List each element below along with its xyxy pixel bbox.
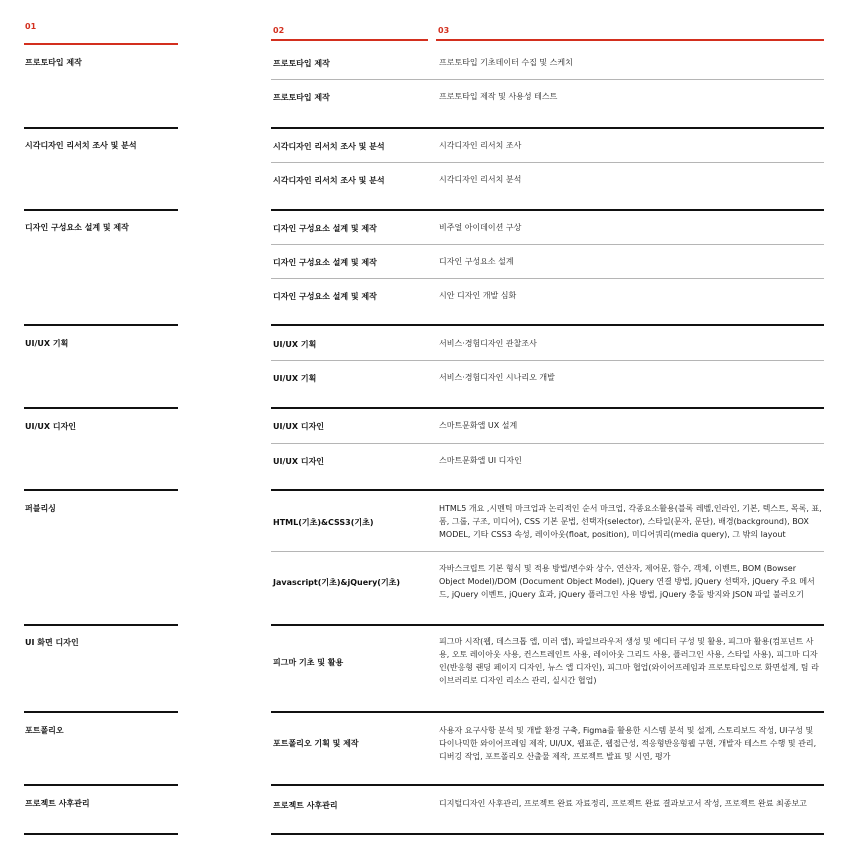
row-subject: 시각디자인 리서치 조사 및 분석 [273, 176, 385, 185]
row-detail: 비주얼 아이데이션 구상 [439, 223, 522, 232]
category-divider [24, 833, 178, 835]
row-subject: 디자인 구성요소 설계 및 제작 [273, 258, 377, 267]
row-subject: 피그마 기초 및 활용 [273, 658, 344, 667]
row-divider [271, 551, 824, 552]
column-3-header-line [436, 39, 824, 41]
category-label: UI/UX 기획 [25, 339, 69, 348]
row-subject: 프로토타입 제작 [273, 59, 330, 68]
column-1-number: 01 [25, 22, 37, 31]
category-label: 퍼블리싱 [25, 504, 56, 513]
row-divider [271, 244, 824, 245]
row-detail: 자바스크립트 기본 형식 및 적용 방법/변수와 상수, 연산자, 제어문, 함수, 객체, 이벤트, BOM (Bowser Object Model)/DOM (Document Object Model), jQuery 연결 방법, jQuery 선택자, jQuery 주요 메서드, jQuery 이벤트, jQuery 효과, jQuery 플러그인 사용 방법, jQuery 충돌 방지와 JSON 파일 불러오기 [439, 564, 815, 599]
row-subject: Javascript(기초)&jQuery(기초) [273, 578, 401, 587]
row-detail: 스마트문화앱 UI 디자인 [439, 456, 522, 465]
group-divider [271, 407, 824, 409]
row-subject: 프로토타입 제작 [273, 93, 330, 102]
category-divider [24, 784, 178, 786]
category-divider [24, 711, 178, 713]
row-subject: UI/UX 기획 [273, 340, 317, 349]
row-detail: 피그마 시작(웹, 데스크톱 앱, 미러 앱), 파일브라우저 생성 및 에디터 구성 및 활용, 피그마 활용(컴포넌트 사용, 오토 레이아웃 사용, 컨스트레인트 사용, 레이아웃 그리드 사용, 플러그인 사용, 스타일 사용), 피그마 디자인(반응형 랜딩 페이지 디자인, 뉴스 앱 디자인), 피그마 협업(와이어프레임과 프로토타입으로 화면설계, 팀 라이브러리로 디자인 리소스 관리, 실시간 협업) [439, 637, 819, 685]
row-subject: UI/UX 디자인 [273, 457, 325, 466]
group-divider [271, 711, 824, 713]
row-detail: 프로토타입 기초데이터 수집 및 스케치 [439, 58, 573, 67]
row-subject: 시각디자인 리서치 조사 및 분석 [273, 142, 385, 151]
category-divider [24, 407, 178, 409]
category-label: 포트폴리오 [25, 726, 64, 735]
row-detail: 프로토타입 제작 및 사용성 테스트 [439, 92, 558, 101]
group-divider [271, 833, 824, 835]
category-divider [24, 324, 178, 326]
group-divider [271, 624, 824, 626]
category-label: 디자인 구성요소 설계 및 제작 [25, 223, 129, 232]
row-detail: 사용자 요구사항 분석 및 개발 환경 구축, Figma를 활용한 시스템 분석 및 설계, 스토리보드 작성, UI구성 및 다이나믹한 와이어프레임 제작, UI/UX, 웹표준, 웹접근성, 적응형반응형웹 구현, 개발자 테스트 수행 및 관리, 디버깅 작업, 포트폴리오 산출물 제작, 프로젝트 발표 및 시연, 평가 [439, 726, 817, 761]
category-label: 시각디자인 리서치 조사 및 분석 [25, 141, 137, 150]
column-3-number: 03 [438, 26, 450, 35]
row-subject: UI/UX 디자인 [273, 422, 325, 431]
category-label: UI 화면 디자인 [25, 638, 79, 647]
row-divider [271, 162, 824, 163]
category-label: UI/UX 디자인 [25, 422, 77, 431]
category-label: 프로토타입 제작 [25, 58, 82, 67]
row-detail: 디지털디자인 사후관리, 프로젝트 완료 자료정리, 프로젝트 완료 결과보고서 작성, 프로젝트 완료 최종보고 [439, 799, 807, 808]
row-detail: 서비스·경험디자인 관찰조사 [439, 339, 537, 348]
row-divider [271, 79, 824, 80]
row-detail: 시각디자인 리서치 조사 [439, 141, 522, 150]
group-divider [271, 489, 824, 491]
row-detail: 서비스·경험디자인 시나리오 개발 [439, 373, 555, 382]
row-divider [271, 360, 824, 361]
row-detail: HTML5 개요 ,시멘틱 마크업과 논리적인 순서 마크업, 각종요소활용(블록 레벨,인라인, 기본, 텍스트, 목록, 표, 폼, 그룹, 구조, 미디어), CSS 기본 문법, 선택자(selector), 스타일(문자, 문단), 배경(background), BOX MODEL, 기타 CSS3 속성, 레이아웃(float, position), 미디어쿼리(media query), 그 밖의 layout [439, 504, 822, 539]
category-label: 프로젝트 사후관리 [25, 799, 90, 808]
group-divider [271, 784, 824, 786]
row-subject: 프로젝트 사후관리 [273, 801, 338, 810]
row-subject: UI/UX 기획 [273, 374, 317, 383]
column-2-header-line [271, 39, 428, 41]
row-detail: 디자인 구성요소 설계 [439, 257, 514, 266]
row-subject: 디자인 구성요소 설계 및 제작 [273, 224, 377, 233]
row-subject: 디자인 구성요소 설계 및 제작 [273, 292, 377, 301]
column-2-number: 02 [273, 26, 285, 35]
row-detail: 스마트문화앱 UX 설계 [439, 421, 518, 430]
column-1-header-line [24, 43, 178, 45]
group-divider [271, 209, 824, 211]
row-divider [271, 443, 824, 444]
category-divider [24, 624, 178, 626]
row-subject: 포트폴리오 기획 및 제작 [273, 739, 359, 748]
row-detail: 시각디자인 리서치 분석 [439, 175, 522, 184]
category-divider [24, 209, 178, 211]
row-divider [271, 278, 824, 279]
row-subject: HTML(기초)&CSS3(기초) [273, 518, 374, 527]
group-divider [271, 127, 824, 129]
row-detail: 시안 디자인 개발 심화 [439, 291, 517, 300]
category-divider [24, 127, 178, 129]
category-divider [24, 489, 178, 491]
group-divider [271, 324, 824, 326]
